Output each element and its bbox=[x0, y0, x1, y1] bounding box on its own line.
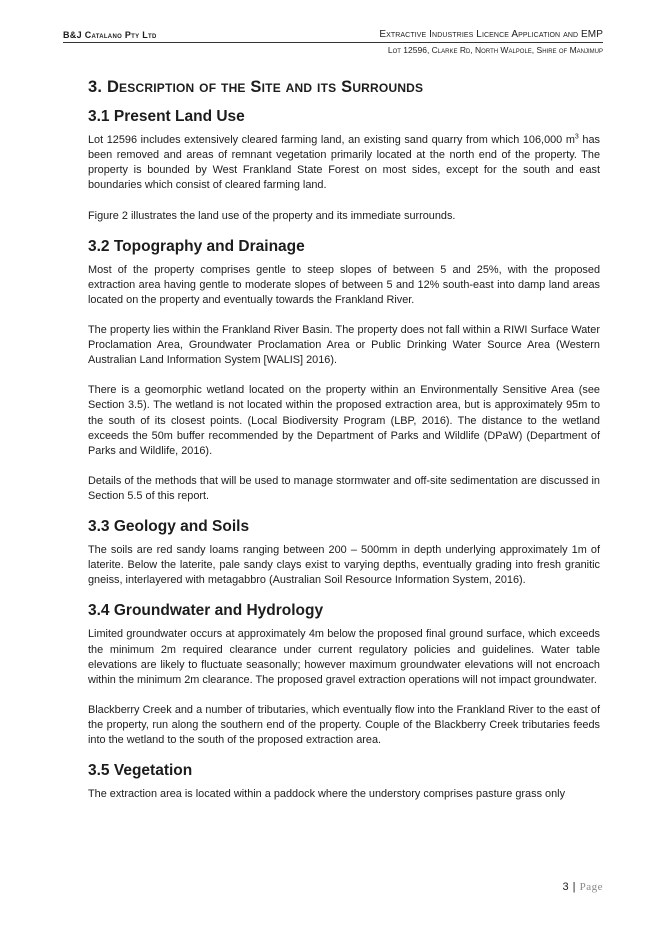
page-number: 3 bbox=[562, 881, 570, 893]
document-title: Extractive Industries Licence Application and EMP bbox=[379, 29, 603, 40]
page-header bbox=[0, 0, 666, 56]
section-vegetation bbox=[88, 763, 600, 802]
page-separator: | bbox=[569, 881, 580, 893]
paragraph: Limited groundwater occurs at approximately 4m below the proposed final ground surface, which exceeds the minimum 2m required clearance under current regulatory policies and guidelines. Water table elevations are likely to fluctuate seasonally; however maximum groundwater elevations will not encroach within the minimum 2m clearance. The proposed gravel extraction operations will not impact groundwater. bbox=[88, 628, 600, 686]
section-present-land-use bbox=[88, 109, 600, 224]
page-content bbox=[88, 80, 600, 817]
page-label: Page bbox=[579, 881, 603, 893]
section-heading: 3.3 Geology and Soils bbox=[88, 517, 250, 535]
paragraph: The soils are red sandy loams ranging between 200 – 500mm in depth underlying approximately 1m of laterite. Below the laterite, pale sandy clays exist to varying depths, eventually grading into fresh granitic gneiss, interlayered with metagabbro (Australian Soil Resource Information System, 2016). bbox=[88, 544, 600, 587]
company-name: B&J Catalano Pty Ltd bbox=[63, 30, 157, 40]
paragraph: There is a geomorphic wetland located on the property within an Environmentally Sensitive Area (see Section 3.5). The wetland is not located within the proposed extraction area, but is approximately 95m to the south of its closest points. (Local Biodiversity Program (LBP, 2016). The distance to the wetland exceeds the 50m buffer recommended by the Department of Parks and Wildlife (DPaW) (Department of Parks and Wildlife, 2016). bbox=[88, 384, 600, 457]
document-subtitle: Lot 12596, Clarke Rd, North Walpole, Shire of Manjimup bbox=[387, 45, 603, 55]
section-heading: 3.4 Groundwater and Hydrology bbox=[88, 602, 324, 620]
paragraph-text: Lot 12596 includes extensively cleared farming land, an existing sand quarry from which 106,000 m bbox=[88, 134, 575, 147]
paragraph: The property lies within the Frankland River Basin. The property does not fall within a RIWI Surface Water Proclamation Area, Groundwater Proclamation Area or Public Drinking Water Source Area (Western Australian Land Information System [WALIS] 2016). bbox=[88, 324, 600, 367]
superscript: 3 bbox=[574, 133, 579, 141]
section-heading: 3.2 Topography and Drainage bbox=[88, 237, 305, 255]
section-heading: 3.1 Present Land Use bbox=[88, 108, 245, 126]
section-geology-soils bbox=[88, 519, 600, 588]
page-footer bbox=[563, 881, 604, 893]
paragraph: Blackberry Creek and a number of tributaries, which eventually flow into the Frankland River to the east of the property, run along the southern end of the property. Couple of the Blackberry Creek tributaries feeds into the wetland to the south of the proposed extraction area. bbox=[88, 703, 600, 746]
section-topography-drainage bbox=[88, 239, 600, 504]
paragraph: Most of the property comprises gentle to steep slopes of between 5 and 25%, with the proposed extraction area having gentle to moderate slopes of between 5 and 12% south-east into damp land areas located on the property and eventually towards the Frankland River. bbox=[88, 263, 600, 306]
header-divider bbox=[63, 42, 603, 43]
section-groundwater-hydrology bbox=[88, 603, 600, 748]
paragraph: Details of the methods that will be used to manage stormwater and off-site sedimentation are discussed in Section 5.5 of this report. bbox=[88, 474, 600, 502]
paragraph-text: has been removed and areas of remnant vegetation primarily located at the north end of the property. The property is bounded by West Frankland State Forest on most sides, except for the south and east boundaries which consist of cleared farming land. bbox=[88, 134, 600, 192]
paragraph: The extraction area is located within a paddock where the understory comprises pasture grass only bbox=[88, 788, 566, 801]
section-title: 3. Description of the Site and its Surrounds bbox=[88, 78, 424, 96]
paragraph: Figure 2 illustrates the land use of the property and its immediate surrounds. bbox=[88, 209, 456, 222]
paragraph bbox=[88, 133, 600, 193]
section-heading: 3.5 Vegetation bbox=[88, 762, 193, 780]
